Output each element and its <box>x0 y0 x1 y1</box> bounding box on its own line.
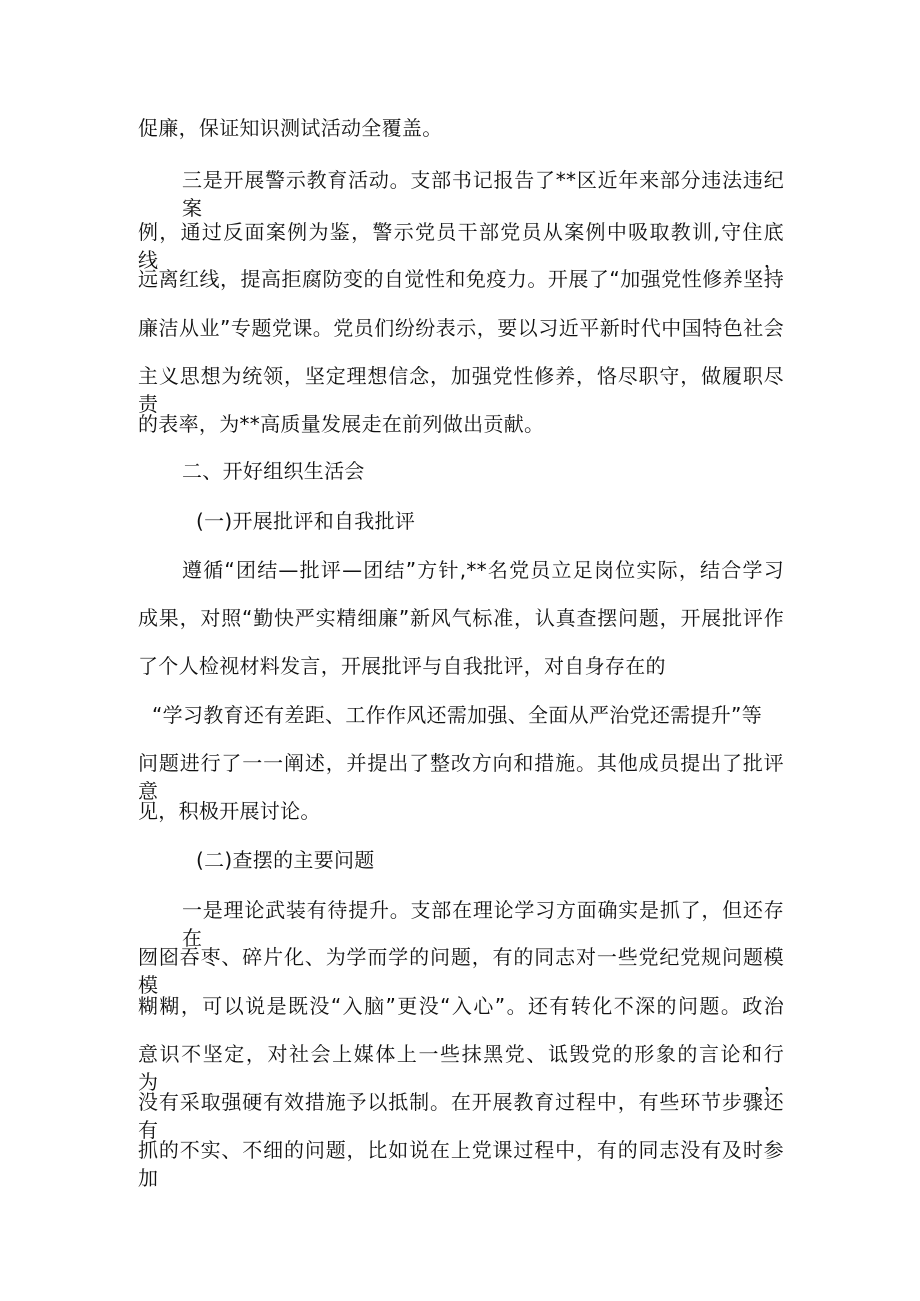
text-line: 三是开展警示教育活动。支部书记报告了**区近年来部分违法违纪案 <box>182 168 784 220</box>
text-line: 了个人检视材料发言，开展批评与自我批评，对自身存在的 <box>138 654 666 678</box>
text-line: “学习教育还有差距、工作作风还需加强、全面从严治党还需提升”等 <box>152 703 763 727</box>
text-line: 问题进行了一一阐述，并提出了整改方向和措施。其他成员提出了批评意 <box>138 751 784 803</box>
section-heading: 二、开好组织生活会 <box>182 459 365 483</box>
text-line: 囫囵吞枣、碎片化、为学而学的问题，有的同志对一些党纪党规问题模模 <box>138 945 784 997</box>
text-line: 见，积极开展讨论。 <box>138 799 321 823</box>
text-line: 抓的不实、不细的问题，比如说在上党课过程中，有的同志没有及时参加 <box>138 1138 784 1190</box>
text-line: 远离红线，提高拒腐防变的自觉性和免疫力。开展了“加强党性修养坚持 <box>138 267 784 291</box>
text-line: 促廉，保证知识测试活动全覆盖。 <box>138 116 443 140</box>
text-line: 的表率，为**高质量发展走在前列做出贡献。 <box>138 412 545 436</box>
text-line: 廉洁从业”专题党课。党员们纷纷表示，要以习近平新时代中国特色社会 <box>138 316 784 340</box>
text-line: 成果，对照“勤快严实精细廉”新风气标准，认真查摆问题，开展批评作 <box>138 606 784 630</box>
subsection-heading: (二)查摆的主要问题 <box>196 848 375 872</box>
text-line: 没有采取强硬有效措施予以抵制。在开展教育过程中，有些环节步骤还有 <box>138 1090 784 1142</box>
text-line: 糊糊，可以说是既没“入脑”更没“入心”。还有转化不深的问题。政治 <box>138 994 784 1018</box>
subsection-heading: (一)开展批评和自我批评 <box>196 509 416 533</box>
text-line: 主义思想为统领，坚定理想信念，加强党性修养，恪尽职守，做履职尽责 <box>138 364 784 416</box>
text-line: 遵循“团结—批评—团结”方针,**名党员立足岗位实际，结合学习 <box>182 558 784 582</box>
text-line: 例，通过反面案例为鉴，警示党员干部党员从案例中吸取教训,守住底线， <box>138 220 784 272</box>
text-line: 一是理论武装有待提升。支部在理论学习方面确实是抓了，但还存在 <box>182 898 784 950</box>
text-line: 意识不坚定，对社会上媒体上一些抹黑党、诋毁党的形象的言论和行为， <box>138 1042 784 1094</box>
